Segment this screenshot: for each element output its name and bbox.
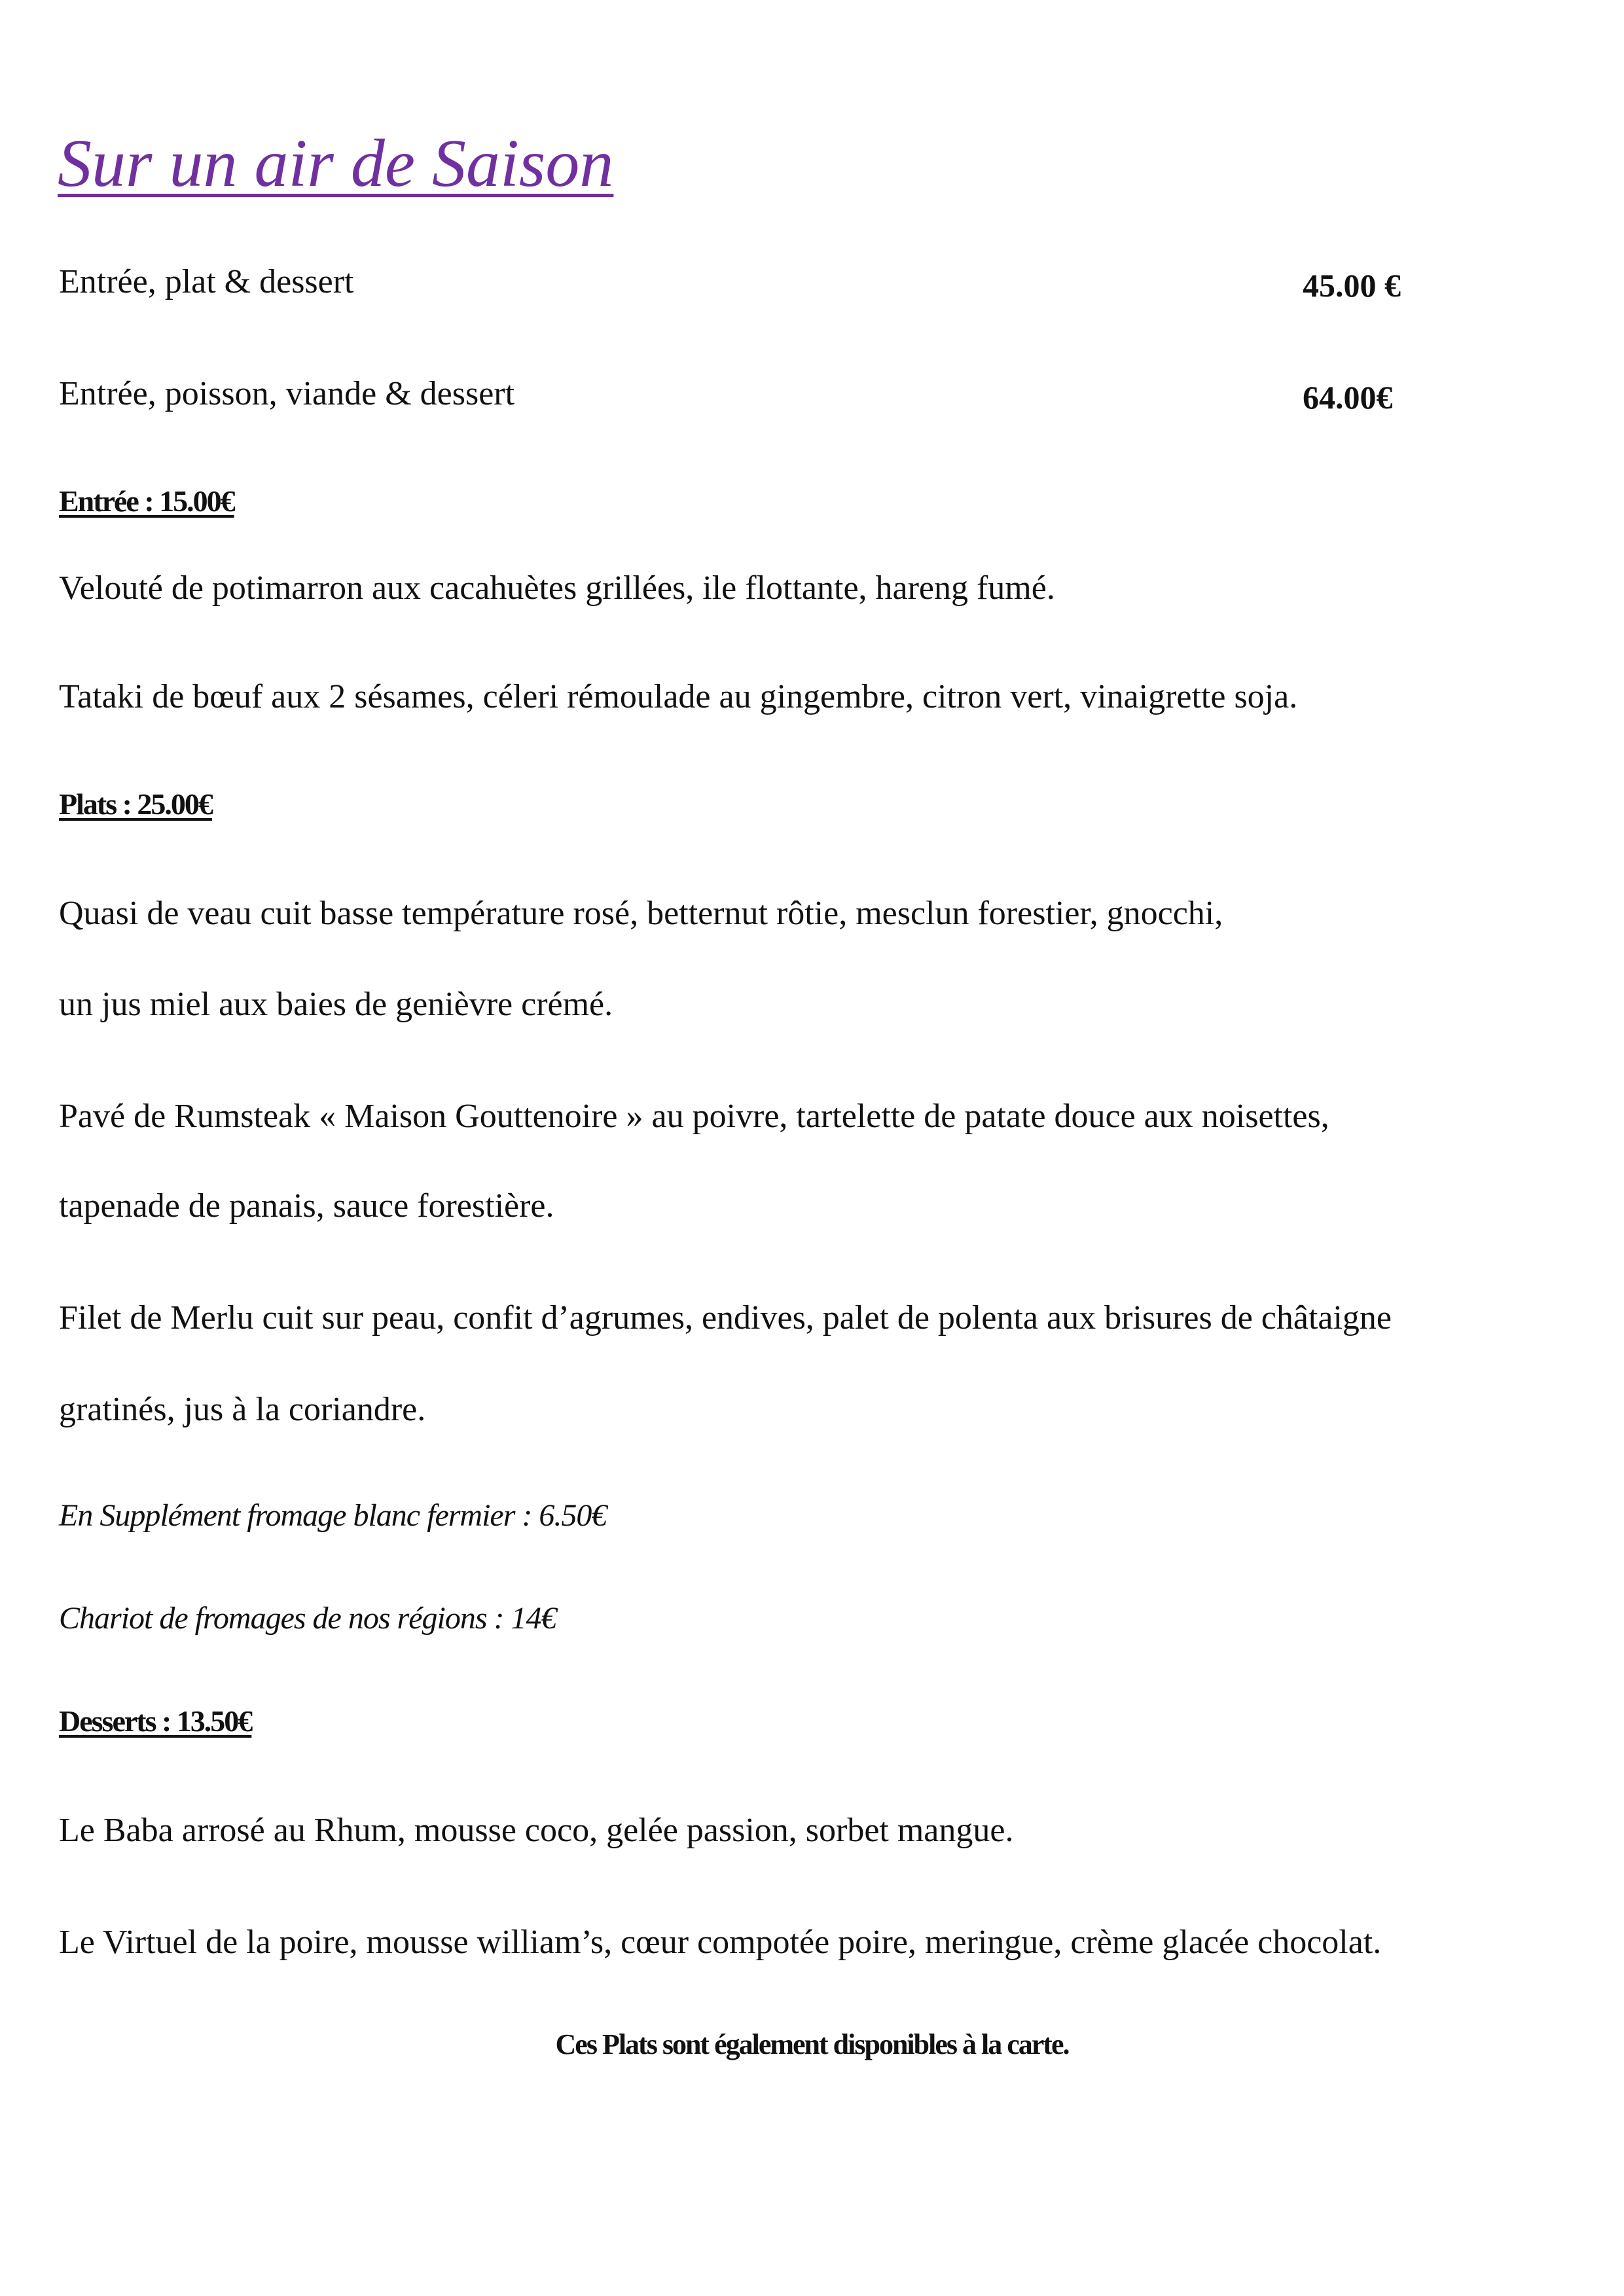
supplement: Chariot de fromages de nos régions : 14€ <box>59 1601 556 1636</box>
menu-item: Velouté de potimarron aux cacahuètes grillées, ile flottante, hareng fumé. <box>59 569 1055 607</box>
entrees-header: Entrée : 15.00€ <box>59 484 234 518</box>
menu-item: Quasi de veau cuit basse température rosé, betternut rôtie, mesclun forestier, gnocchi, <box>59 895 1223 932</box>
formula-price: 64.00€ <box>1303 379 1393 416</box>
menu-item-continued: un jus miel aux baies de genièvre crémé. <box>59 986 613 1023</box>
menu-item-continued: tapenade de panais, sauce forestière. <box>59 1187 554 1225</box>
formula-price: 45.00 € <box>1303 267 1401 304</box>
menu-title: Sur un air de Saison <box>58 126 614 201</box>
footer-note: Ces Plats sont également disponibles à la carte. <box>555 2028 1069 2060</box>
menu-item: Pavé de Rumsteak « Maison Gouttenoire » au poivre, tartelette de patate douce aux noisettes, <box>59 1098 1329 1135</box>
formula-label: Entrée, plat & dessert <box>59 263 354 300</box>
menu-item-continued: gratinés, jus à la coriandre. <box>59 1391 426 1428</box>
supplement: En Supplément fromage blanc fermier : 6.50€ <box>59 1498 607 1533</box>
menu-item: Le Baba arrosé au Rhum, mousse coco, gelée passion, sorbet mangue. <box>59 1812 1014 1849</box>
menu-item: Tataki de bœuf aux 2 sésames, céleri rémoulade au gingembre, citron vert, vinaigrette soja. <box>59 678 1298 715</box>
menu-item: Le Virtuel de la poire, mousse william’s, cœur compotée poire, meringue, crème glacée chocolat. <box>59 1924 1382 1961</box>
desserts-header: Desserts : 13.50€ <box>59 1704 252 1738</box>
plats-header: Plats : 25.00€ <box>59 787 212 821</box>
formula-label: Entrée, poisson, viande & dessert <box>59 375 515 412</box>
menu-item: Filet de Merlu cuit sur peau, confit d’agrumes, endives, palet de polenta aux brisures de châtaigne <box>59 1299 1392 1336</box>
